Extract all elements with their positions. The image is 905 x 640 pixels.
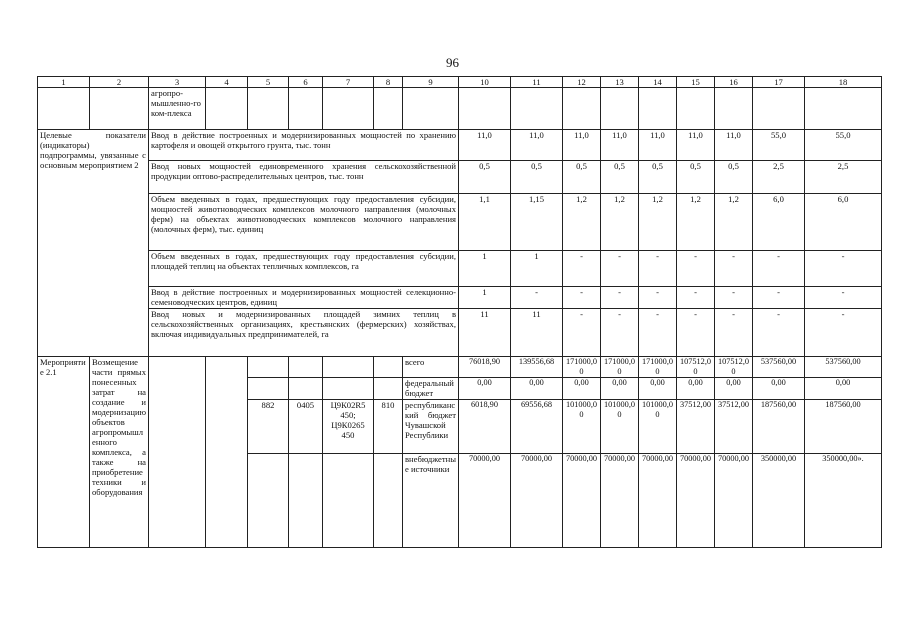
- budget-code-cell: [289, 378, 323, 400]
- indicator-value: 55,0: [805, 130, 882, 161]
- column-number-cell: 8: [374, 77, 403, 88]
- column-number-cell: 12: [563, 77, 601, 88]
- indicator-name: Ввод новых и модернизированных площадей зимних теплиц в сельскохозяйственных организациях, крестьянских (фермерских) хозяйствах, включая индивидуальных предпринимателей, га: [149, 309, 459, 357]
- indicator-value: -: [601, 251, 639, 287]
- indicator-value: -: [715, 309, 753, 357]
- indicator-value: 1,2: [601, 194, 639, 251]
- indicator-row: [38, 194, 882, 251]
- indicator-value: 1: [459, 287, 511, 309]
- indicator-value: -: [715, 251, 753, 287]
- indicator-value: -: [753, 251, 805, 287]
- funding-value: 107512,00: [677, 357, 715, 378]
- funding-value: 187560,00: [753, 400, 805, 454]
- indicator-row: [38, 251, 882, 287]
- column-number-cell: 18: [805, 77, 882, 88]
- budget-code-cell: [323, 378, 374, 400]
- indicator-value: -: [563, 287, 601, 309]
- funding-value: 0,00: [511, 378, 563, 400]
- continuation-row: [38, 88, 882, 130]
- column-number-cell: 9: [403, 77, 459, 88]
- column-number-cell: 10: [459, 77, 511, 88]
- indicator-value: -: [563, 309, 601, 357]
- indicator-value: -: [805, 251, 882, 287]
- continuation-text: агропро-мышленно-го ком-плекса: [149, 88, 206, 130]
- budget-code-cell: [374, 454, 403, 548]
- funding-value: 350000,00».: [805, 454, 882, 548]
- indicator-value: 1,2: [563, 194, 601, 251]
- funding-value: 70000,00: [677, 454, 715, 548]
- funding-value: 0,00: [677, 378, 715, 400]
- funding-value: 0,00: [639, 378, 677, 400]
- funding-value: 350000,00: [753, 454, 805, 548]
- indicator-value: 0,5: [459, 161, 511, 194]
- indicator-row: [38, 287, 882, 309]
- funding-source: республиканский бюджет Чувашской Республики: [403, 400, 459, 454]
- column-number-cell: 16: [715, 77, 753, 88]
- indicator-name: Ввод в действие построенных и модернизированных мощностей селекционно-семеноводческих центров, единиц: [149, 287, 459, 309]
- funding-value: 0,00: [563, 378, 601, 400]
- funding-value: 0,00: [753, 378, 805, 400]
- funding-value: 37512,00: [715, 400, 753, 454]
- funding-value: 70000,00: [715, 454, 753, 548]
- indicator-value: -: [601, 309, 639, 357]
- funding-value: 171000,00: [639, 357, 677, 378]
- indicator-row: [38, 130, 882, 161]
- measure-col3-empty: [149, 357, 206, 548]
- indicator-value: 1: [459, 251, 511, 287]
- funding-value: 0,00: [805, 378, 882, 400]
- indicator-row: [38, 309, 882, 357]
- column-number-cell: 13: [601, 77, 639, 88]
- indicator-value: -: [639, 251, 677, 287]
- indicator-value: 1,2: [715, 194, 753, 251]
- indicator-value: 55,0: [753, 130, 805, 161]
- indicator-value: 1,2: [639, 194, 677, 251]
- indicator-value: -: [677, 287, 715, 309]
- indicator-name: Объем введенных в годах, предшествующих году предоставления субсидии, площадей теплиц на объектах тепличных комплексов, га: [149, 251, 459, 287]
- column-number-cell: 7: [323, 77, 374, 88]
- column-number-cell: 5: [248, 77, 289, 88]
- indicator-value: 1,2: [677, 194, 715, 251]
- indicator-value: 11: [511, 309, 563, 357]
- column-number-cell: 17: [753, 77, 805, 88]
- indicator-value: 0,5: [511, 161, 563, 194]
- column-number-cell: 3: [149, 77, 206, 88]
- funding-value: 70000,00: [459, 454, 511, 548]
- indicator-value: 11,0: [677, 130, 715, 161]
- funding-value: 537560,00: [753, 357, 805, 378]
- funding-value: 76018,90: [459, 357, 511, 378]
- indicator-value: 11,0: [511, 130, 563, 161]
- column-number-row: [38, 77, 882, 88]
- indicator-name: Ввод в действие построенных и модернизированных мощностей по хранению картофеля и овощей открытого грунта, тыс. тонн: [149, 130, 459, 161]
- budget-code-cell: [289, 357, 323, 378]
- budget-code-cell: [323, 454, 374, 548]
- budget-code-cell: [248, 357, 289, 378]
- indicator-value: 0,5: [677, 161, 715, 194]
- funding-value: 70000,00: [639, 454, 677, 548]
- indicator-value: 1: [511, 251, 563, 287]
- column-number-cell: 4: [206, 77, 248, 88]
- measure-label: Мероприятие 2.1: [38, 357, 90, 548]
- indicator-row: [38, 161, 882, 194]
- funding-value: 171000,00: [563, 357, 601, 378]
- indicator-value: 6,0: [805, 194, 882, 251]
- indicator-value: -: [753, 309, 805, 357]
- funding-source: федеральный бюджет: [403, 378, 459, 400]
- indicator-value: 2,5: [805, 161, 882, 194]
- indicator-value: 6,0: [753, 194, 805, 251]
- budget-code-cell: [374, 378, 403, 400]
- funding-source: внебюджетные источники: [403, 454, 459, 548]
- funding-value: 139556,68: [511, 357, 563, 378]
- indicator-value: 2,5: [753, 161, 805, 194]
- budget-code-cell: [248, 454, 289, 548]
- program-table: [37, 76, 882, 548]
- column-number-cell: 2: [90, 77, 149, 88]
- indicator-value: -: [805, 309, 882, 357]
- indicator-name: Ввод новых мощностей единовременного хранения сельскохозяйственной продукции оптово-распределительных центров, тыс. тонн: [149, 161, 459, 194]
- indicator-value: 11: [459, 309, 511, 357]
- indicator-value: 11,0: [715, 130, 753, 161]
- funding-value: 0,00: [601, 378, 639, 400]
- funding-value: 6018,90: [459, 400, 511, 454]
- funding-value: 69556,68: [511, 400, 563, 454]
- funding-source: всего: [403, 357, 459, 378]
- indicators-group-label: Целевые показатели (индикаторы) подпрограммы, увязанные с основным мероприятием 2: [38, 130, 149, 357]
- funding-value: 37512,00: [677, 400, 715, 454]
- funding-value: 70000,00: [563, 454, 601, 548]
- budget-code-cell: [374, 357, 403, 378]
- funding-value: 0,00: [459, 378, 511, 400]
- budget-code-cell: Ц9К02R5 450; Ц9К0265 450: [323, 400, 374, 454]
- funding-value: 537560,00: [805, 357, 882, 378]
- column-number-cell: 6: [289, 77, 323, 88]
- budget-code-cell: 882: [248, 400, 289, 454]
- page-number: 96: [446, 55, 459, 70]
- indicator-value: 11,0: [601, 130, 639, 161]
- funding-value: 0,00: [715, 378, 753, 400]
- indicator-value: 11,0: [459, 130, 511, 161]
- funding-value: 101000,00: [601, 400, 639, 454]
- measure-description: Возмещение части прямых понесенных затрат на создание и модернизацию объектов агропромышленного комплекса, а также на приобретение техники и оборудования: [90, 357, 149, 548]
- budget-code-cell: [323, 357, 374, 378]
- measure-col4-empty: [206, 357, 248, 548]
- column-number-cell: 14: [639, 77, 677, 88]
- indicator-value: 0,5: [563, 161, 601, 194]
- indicator-value: -: [511, 287, 563, 309]
- column-number-cell: 1: [38, 77, 90, 88]
- indicator-value: -: [677, 251, 715, 287]
- indicator-name: Объем введенных в годах, предшествующих году предоставления субсидии, мощностей животноводческих комплексов молочного направления (молочных ферм) на объектах животноводческих комплексов молочного направления (молочных ферм), тыс. единиц: [149, 194, 459, 251]
- funding-value: 101000,00: [639, 400, 677, 454]
- indicator-value: 0,5: [601, 161, 639, 194]
- budget-code-cell: [248, 378, 289, 400]
- funding-value: 70000,00: [511, 454, 563, 548]
- indicator-value: 11,0: [639, 130, 677, 161]
- indicator-value: -: [753, 287, 805, 309]
- funding-value: 171000,00: [601, 357, 639, 378]
- indicator-value: 11,0: [563, 130, 601, 161]
- budget-code-cell: [289, 454, 323, 548]
- indicator-value: 0,5: [715, 161, 753, 194]
- indicator-value: 0,5: [639, 161, 677, 194]
- indicator-value: -: [715, 287, 753, 309]
- indicator-value: -: [639, 287, 677, 309]
- funding-row: [38, 357, 882, 378]
- funding-value: 70000,00: [601, 454, 639, 548]
- indicator-value: -: [601, 287, 639, 309]
- indicator-value: -: [805, 287, 882, 309]
- budget-code-cell: 0405: [289, 400, 323, 454]
- column-number-cell: 15: [677, 77, 715, 88]
- indicator-value: 1,1: [459, 194, 511, 251]
- indicator-value: -: [563, 251, 601, 287]
- funding-value: 101000,00: [563, 400, 601, 454]
- indicator-value: -: [639, 309, 677, 357]
- budget-code-cell: 810: [374, 400, 403, 454]
- funding-value: 187560,00: [805, 400, 882, 454]
- indicator-value: -: [677, 309, 715, 357]
- funding-value: 107512,00: [715, 357, 753, 378]
- column-number-cell: 11: [511, 77, 563, 88]
- indicator-value: 1,15: [511, 194, 563, 251]
